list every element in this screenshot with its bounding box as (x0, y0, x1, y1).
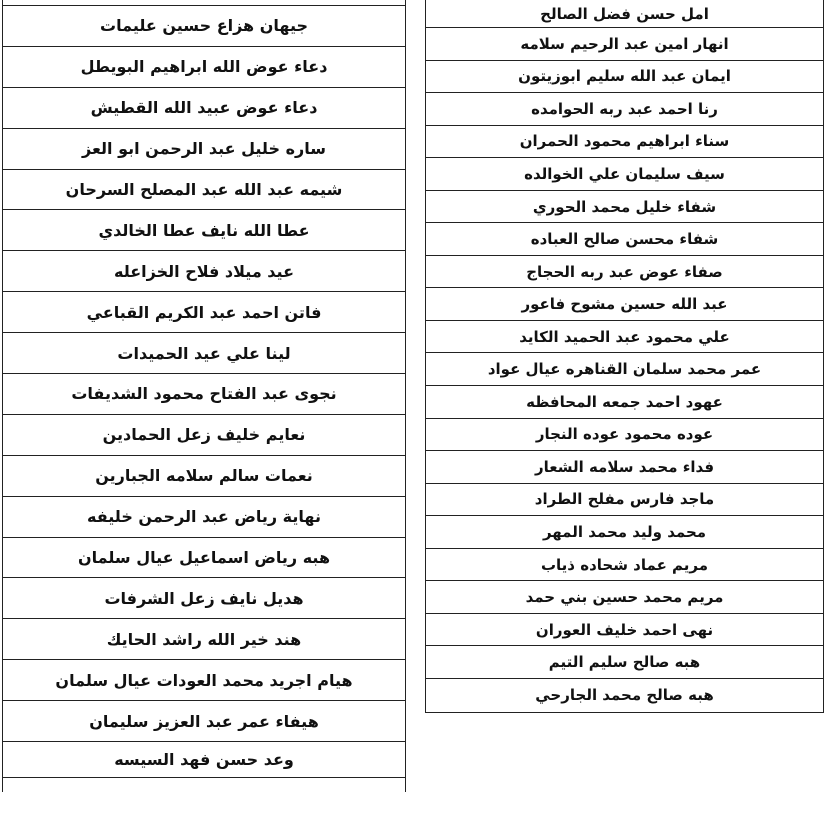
table-row: رنا احمد عبد ربه الحوامده (426, 93, 823, 126)
table-row: ايمان عبد الله سليم ابوزيتون (426, 61, 823, 94)
names-table-left (2, 0, 406, 792)
table-row: عيد ميلاد فلاح الخزاعله (3, 251, 405, 292)
table-row: هبه صالح سليم التيم (426, 646, 823, 679)
table-row: علي محمود عبد الحميد الكايد (426, 321, 823, 354)
table-row: فداء محمد سلامه الشعار (426, 451, 823, 484)
table-row (3, 778, 405, 792)
table-row: مريم محمد حسين بني حمد (426, 581, 823, 614)
table-row: نعمات سالم سلامه الجبارين (3, 456, 405, 497)
table-row: مريم عماد شحاده ذياب (426, 549, 823, 582)
table-row: هيام اجريد محمد العودات عيال سلمان (3, 660, 405, 701)
table-row: ماجد فارس مفلح الطراد (426, 484, 823, 517)
table-row: هبه رياض اسماعيل عيال سلمان (3, 538, 405, 579)
table-row: شيمه عبد الله عبد المصلح السرحان (3, 170, 405, 211)
table-row: نهى احمد خليف العوران (426, 614, 823, 647)
table-row: نجوى عبد الفتاح محمود الشديفات (3, 374, 405, 415)
table-row: انهار امين عبد الرحيم سلامه (426, 28, 823, 61)
table-row: لينا علي عيد الحميدات (3, 333, 405, 374)
table-row: هبه صالح محمد الجارحي (426, 679, 823, 713)
table-row: نعايم خليف زعل الحمادين (3, 415, 405, 456)
table-row: ساره خليل عبد الرحمن ابو العز (3, 129, 405, 170)
table-row: امل حسن فضل الصالح (426, 0, 823, 28)
table-row: سناء ابراهيم محمود الحمران (426, 126, 823, 159)
table-row: هيفاء عمر عبد العزيز سليمان (3, 701, 405, 742)
table-row: هديل نايف زعل الشرفات (3, 578, 405, 619)
table-row: وعد حسن فهد السيسه (3, 742, 405, 778)
table-row: صفاء عوض عبد ربه الحجاج (426, 256, 823, 289)
table-row: عطا الله نايف عطا الخالدي (3, 210, 405, 251)
table-row: هند خير الله راشد الحايك (3, 619, 405, 660)
table-row: نهاية رياض عبد الرحمن خليفه (3, 497, 405, 538)
table-row: محمد وليد محمد المهر (426, 516, 823, 549)
table-row: شفاء محسن صالح العباده (426, 223, 823, 256)
table-row: جيهان هزاع حسين عليمات (3, 6, 405, 47)
table-row: عبد الله حسين مشوح فاعور (426, 288, 823, 321)
table-row: عوده محمود عوده النجار (426, 419, 823, 452)
table-row: سيف سليمان علي الخوالده (426, 158, 823, 191)
table-row: فاتن احمد عبد الكريم القباعي (3, 292, 405, 333)
table-row: شفاء خليل محمد الحوري (426, 191, 823, 224)
table-row: دعاء عوض الله ابراهيم البويطل (3, 47, 405, 88)
table-row: عمر محمد سلمان القناهره عيال عواد (426, 353, 823, 386)
names-table-right (425, 0, 824, 713)
table-row: دعاء عوض عبيد الله القطيش (3, 88, 405, 129)
table-row: عهود احمد جمعه المحافظه (426, 386, 823, 419)
